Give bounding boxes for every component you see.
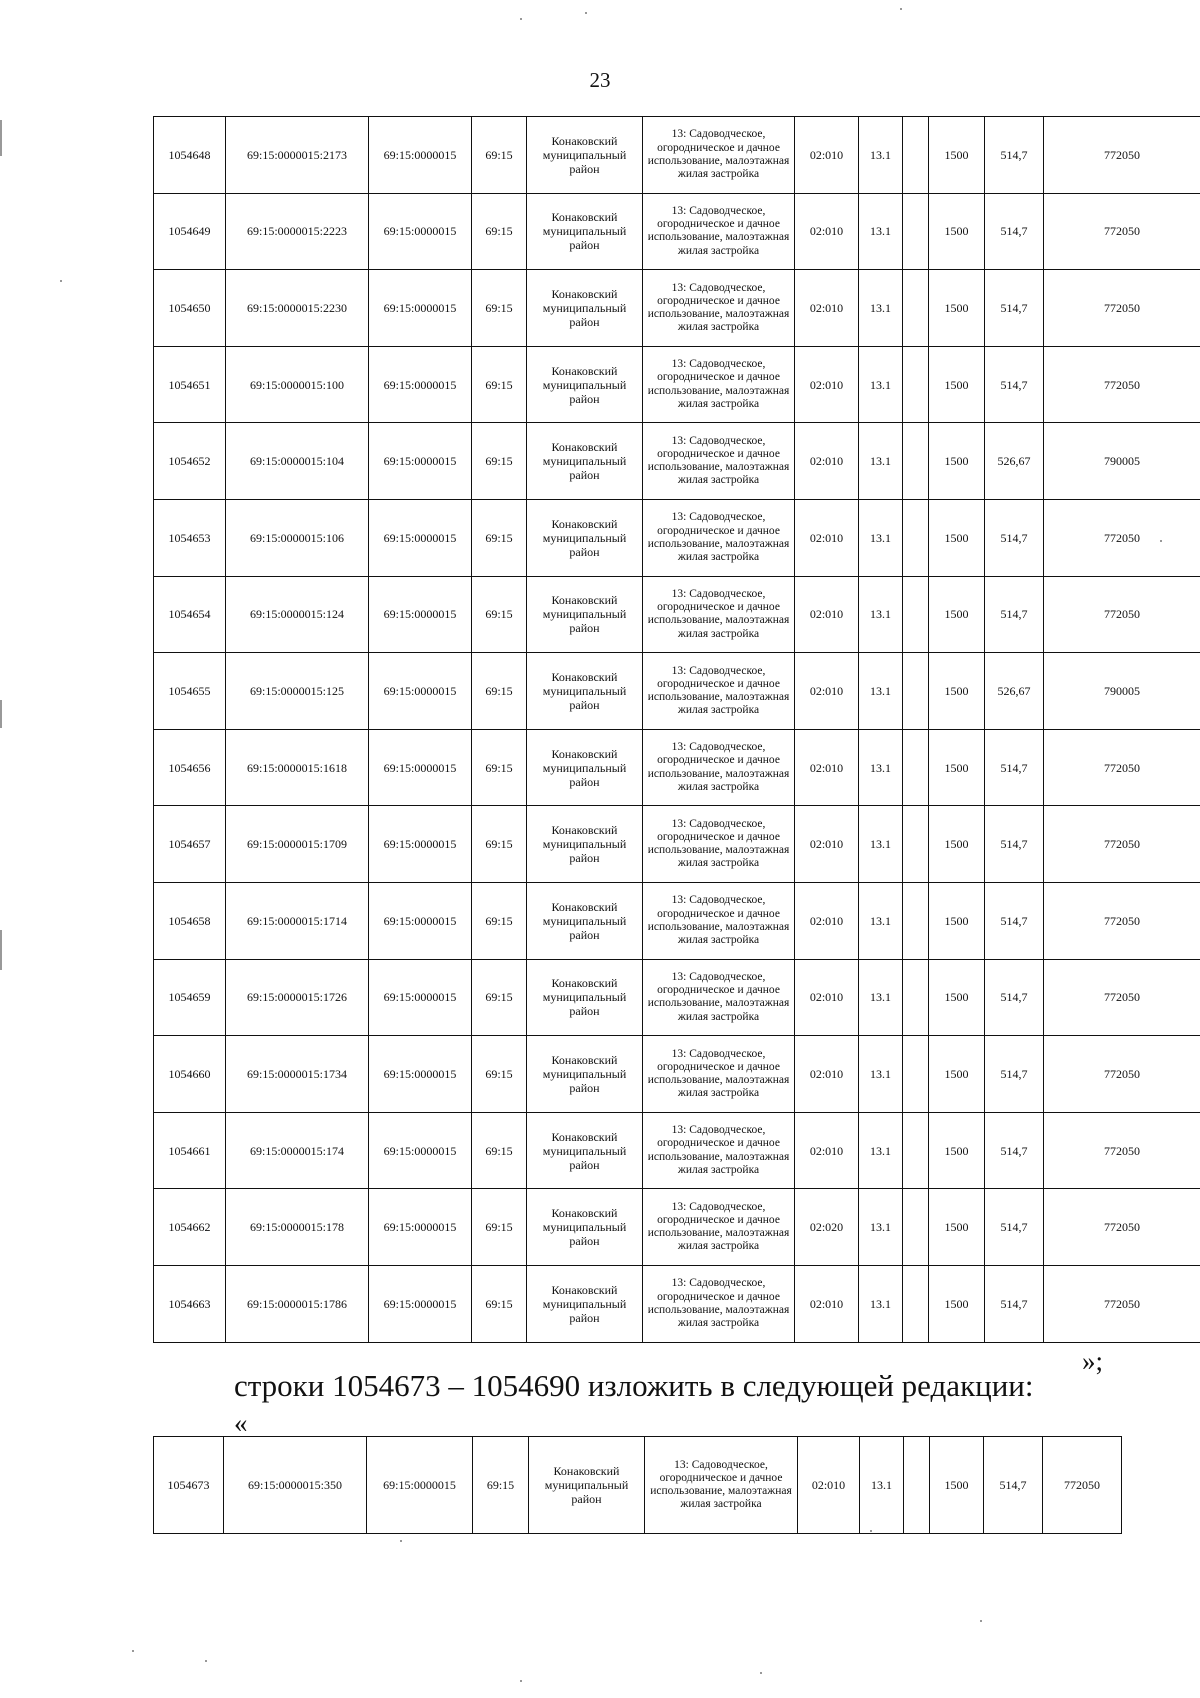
use-code-cell: 02:010 — [795, 423, 859, 500]
district-code-cell: 69:15 — [472, 576, 527, 653]
land-use-cell: 13: Садоводческое, огородническое и дачное использование, малоэтажная жилая застройка — [643, 1265, 795, 1342]
group-cell: 13.1 — [859, 499, 903, 576]
land-use-cell: 13: Садоводческое, огородническое и дачное использование, малоэтажная жилая застройка — [643, 1189, 795, 1266]
land-use-cell: 13: Садоводческое, огородническое и дачное использование, малоэтажная жилая застройка — [643, 193, 795, 270]
empty-cell — [903, 499, 929, 576]
district-name-cell: Конаковский муниципальный район — [527, 193, 643, 270]
scan-speck — [760, 1672, 762, 1674]
group-cell: 13.1 — [859, 959, 903, 1036]
district-name-cell: Конаковский муниципальный район — [527, 1112, 643, 1189]
area-cell: 1500 — [929, 882, 985, 959]
group-cell: 13.1 — [859, 729, 903, 806]
cadastral-value-cell: 772050 — [1044, 882, 1200, 959]
empty-cell — [904, 1437, 930, 1534]
scan-speck — [520, 1680, 522, 1682]
district-name-cell: Конаковский муниципальный район — [527, 270, 643, 347]
area-cell: 1500 — [929, 499, 985, 576]
cadastral-number-cell: 69:15:0000015:1786 — [226, 1265, 369, 1342]
use-code-cell: 02:020 — [795, 1189, 859, 1266]
specific-value-cell: 514,7 — [985, 1265, 1044, 1342]
district-code-cell: 69:15 — [472, 193, 527, 270]
cadastral-quarter-cell: 69:15:0000015 — [369, 499, 472, 576]
cadastral-quarter-cell: 69:15:0000015 — [369, 1189, 472, 1266]
cadastral-number-cell: 69:15:0000015:1618 — [226, 729, 369, 806]
use-code-cell: 02:010 — [795, 576, 859, 653]
scan-edge-mark — [0, 120, 2, 156]
opening-quote: « — [234, 1408, 248, 1438]
table-row — [154, 346, 1200, 423]
group-cell: 13.1 — [859, 117, 903, 194]
scan-speck — [520, 18, 522, 20]
row-number-cell: 1054652 — [154, 423, 226, 500]
specific-value-cell: 514,7 — [985, 1189, 1044, 1266]
cadastral-number-cell: 69:15:0000015:2230 — [226, 270, 369, 347]
district-code-cell: 69:15 — [472, 882, 527, 959]
empty-cell — [903, 1265, 929, 1342]
cadastral-value-cell: 772050 — [1044, 270, 1200, 347]
empty-cell — [903, 193, 929, 270]
specific-value-cell: 514,7 — [985, 576, 1044, 653]
land-plots-table-body — [154, 117, 1200, 1343]
group-cell: 13.1 — [859, 1189, 903, 1266]
area-cell: 1500 — [929, 1189, 985, 1266]
land-use-cell: 13: Садоводческое, огородническое и дачное использование, малоэтажная жилая застройка — [643, 1112, 795, 1189]
cadastral-quarter-cell: 69:15:0000015 — [369, 1112, 472, 1189]
land-use-cell: 13: Садоводческое, огородническое и дачное использование, малоэтажная жилая застройка — [643, 882, 795, 959]
row-number-cell: 1054658 — [154, 882, 226, 959]
use-code-cell: 02:010 — [795, 1265, 859, 1342]
group-cell: 13.1 — [859, 193, 903, 270]
group-cell: 13.1 — [859, 346, 903, 423]
cadastral-value-cell: 772050 — [1044, 1265, 1200, 1342]
cadastral-quarter-cell: 69:15:0000015 — [369, 653, 472, 730]
use-code-cell: 02:010 — [795, 117, 859, 194]
row-number-cell: 1054651 — [154, 346, 226, 423]
land-use-cell: 13: Садоводческое, огородническое и дачное использование, малоэтажная жилая застройка — [643, 499, 795, 576]
table-row — [154, 882, 1200, 959]
use-code-cell: 02:010 — [795, 729, 859, 806]
district-code-cell: 69:15 — [472, 346, 527, 423]
row-number-cell: 1054662 — [154, 1189, 226, 1266]
row-number-cell: 1054656 — [154, 729, 226, 806]
table-row — [154, 193, 1200, 270]
area-cell: 1500 — [929, 193, 985, 270]
scan-speck — [900, 8, 902, 10]
cadastral-quarter-cell: 69:15:0000015 — [369, 117, 472, 194]
scan-edge-mark — [0, 700, 2, 728]
specific-value-cell: 514,7 — [985, 1112, 1044, 1189]
cadastral-number-cell: 69:15:0000015:1709 — [226, 806, 369, 883]
empty-cell — [903, 882, 929, 959]
land-use-cell: 13: Садоводческое, огородническое и дачное использование, малоэтажная жилая застройка — [643, 806, 795, 883]
use-code-cell: 02:010 — [795, 499, 859, 576]
cadastral-value-cell: 772050 — [1044, 806, 1200, 883]
cadastral-value-cell: 772050 — [1044, 959, 1200, 1036]
scan-speck — [400, 1540, 402, 1542]
district-code-cell: 69:15 — [473, 1437, 529, 1534]
cadastral-value-cell: 772050 — [1044, 1189, 1200, 1266]
empty-cell — [903, 1112, 929, 1189]
group-cell: 13.1 — [859, 1112, 903, 1189]
use-code-cell: 02:010 — [795, 270, 859, 347]
empty-cell — [903, 1189, 929, 1266]
use-code-cell: 02:010 — [795, 1112, 859, 1189]
cadastral-value-cell: 772050 — [1044, 1112, 1200, 1189]
district-name-cell: Конаковский муниципальный район — [527, 1265, 643, 1342]
use-code-cell: 02:010 — [795, 959, 859, 1036]
table-row — [154, 423, 1200, 500]
closing-quote: »; — [1082, 1346, 1104, 1376]
specific-value-cell: 514,7 — [985, 959, 1044, 1036]
table-row — [154, 653, 1200, 730]
row-number-cell: 1054673 — [154, 1437, 224, 1534]
district-name-cell: Конаковский муниципальный район — [527, 653, 643, 730]
area-cell: 1500 — [929, 806, 985, 883]
district-code-cell: 69:15 — [472, 729, 527, 806]
land-use-cell: 13: Садоводческое, огородническое и дачное использование, малоэтажная жилая застройка — [643, 653, 795, 730]
empty-cell — [903, 117, 929, 194]
specific-value-cell: 514,7 — [985, 1036, 1044, 1113]
area-cell: 1500 — [929, 117, 985, 194]
cadastral-quarter-cell: 69:15:0000015 — [367, 1437, 473, 1534]
cadastral-quarter-cell: 69:15:0000015 — [369, 806, 472, 883]
group-cell: 13.1 — [859, 423, 903, 500]
specific-value-cell: 514,7 — [985, 806, 1044, 883]
row-number-cell: 1054655 — [154, 653, 226, 730]
specific-value-cell: 514,7 — [985, 499, 1044, 576]
cadastral-quarter-cell: 69:15:0000015 — [369, 270, 472, 347]
district-code-cell: 69:15 — [472, 499, 527, 576]
specific-value-cell: 514,7 — [984, 1437, 1043, 1534]
district-name-cell: Конаковский муниципальный район — [527, 117, 643, 194]
group-cell: 13.1 — [859, 882, 903, 959]
cadastral-number-cell: 69:15:0000015:125 — [226, 653, 369, 730]
scan-edge-mark — [0, 930, 2, 970]
cadastral-quarter-cell: 69:15:0000015 — [369, 959, 472, 1036]
area-cell: 1500 — [929, 270, 985, 347]
table-row — [154, 576, 1200, 653]
cadastral-quarter-cell: 69:15:0000015 — [369, 1036, 472, 1113]
use-code-cell: 02:010 — [798, 1437, 860, 1534]
cadastral-number-cell: 69:15:0000015:178 — [226, 1189, 369, 1266]
area-cell: 1500 — [929, 576, 985, 653]
district-name-cell: Конаковский муниципальный район — [527, 882, 643, 959]
cadastral-quarter-cell: 69:15:0000015 — [369, 346, 472, 423]
district-name-cell: Конаковский муниципальный район — [527, 729, 643, 806]
district-name-cell: Конаковский муниципальный район — [527, 423, 643, 500]
cadastral-value-cell: 772050 — [1044, 729, 1200, 806]
table-row — [154, 1112, 1200, 1189]
cadastral-number-cell: 69:15:0000015:1726 — [226, 959, 369, 1036]
cadastral-number-cell: 69:15:0000015:350 — [224, 1437, 367, 1534]
district-name-cell: Конаковский муниципальный район — [527, 1036, 643, 1113]
district-code-cell: 69:15 — [472, 1112, 527, 1189]
cadastral-number-cell: 69:15:0000015:2173 — [226, 117, 369, 194]
area-cell: 1500 — [929, 423, 985, 500]
cadastral-quarter-cell: 69:15:0000015 — [369, 1265, 472, 1342]
district-name-cell: Конаковский муниципальный район — [527, 499, 643, 576]
group-cell: 13.1 — [859, 270, 903, 347]
group-cell: 13.1 — [859, 653, 903, 730]
district-name-cell: Конаковский муниципальный район — [527, 346, 643, 423]
scan-speck — [132, 1650, 134, 1652]
table-row — [154, 270, 1200, 347]
cadastral-number-cell: 69:15:0000015:1714 — [226, 882, 369, 959]
scan-speck — [60, 280, 62, 282]
cadastral-quarter-cell: 69:15:0000015 — [369, 882, 472, 959]
land-use-cell: 13: Садоводческое, огородническое и дачное использование, малоэтажная жилая застройка — [643, 959, 795, 1036]
amendment-instruction: строки 1054673 – 1054690 изложить в следующей редакции: — [234, 1368, 1034, 1403]
cadastral-number-cell: 69:15:0000015:100 — [226, 346, 369, 423]
scan-speck — [1160, 540, 1162, 542]
land-use-cell: 13: Садоводческое, огородническое и дачное использование, малоэтажная жилая застройка — [643, 1036, 795, 1113]
empty-cell — [903, 806, 929, 883]
scan-speck — [980, 1620, 982, 1622]
cadastral-quarter-cell: 69:15:0000015 — [369, 423, 472, 500]
group-cell: 13.1 — [860, 1437, 904, 1534]
land-use-cell: 13: Садоводческое, огородническое и дачное использование, малоэтажная жилая застройка — [643, 423, 795, 500]
district-code-cell: 69:15 — [472, 806, 527, 883]
district-name-cell: Конаковский муниципальный район — [527, 576, 643, 653]
area-cell: 1500 — [929, 1265, 985, 1342]
group-cell: 13.1 — [859, 576, 903, 653]
specific-value-cell: 514,7 — [985, 346, 1044, 423]
group-cell: 13.1 — [859, 1036, 903, 1113]
specific-value-cell: 514,7 — [985, 729, 1044, 806]
table-row — [154, 806, 1200, 883]
use-code-cell: 02:010 — [795, 882, 859, 959]
cadastral-quarter-cell: 69:15:0000015 — [369, 576, 472, 653]
district-code-cell: 69:15 — [472, 959, 527, 1036]
district-code-cell: 69:15 — [472, 653, 527, 730]
area-cell: 1500 — [929, 729, 985, 806]
row-number-cell: 1054659 — [154, 959, 226, 1036]
land-plots-table — [153, 116, 1200, 1343]
empty-cell — [903, 653, 929, 730]
group-cell: 13.1 — [859, 806, 903, 883]
use-code-cell: 02:010 — [795, 193, 859, 270]
table-row — [154, 117, 1200, 194]
row-number-cell: 1054660 — [154, 1036, 226, 1113]
district-code-cell: 69:15 — [472, 1265, 527, 1342]
area-cell: 1500 — [929, 959, 985, 1036]
empty-cell — [903, 423, 929, 500]
empty-cell — [903, 346, 929, 423]
cadastral-number-cell: 69:15:0000015:1734 — [226, 1036, 369, 1113]
district-code-cell: 69:15 — [472, 423, 527, 500]
cadastral-value-cell: 772050 — [1044, 576, 1200, 653]
empty-cell — [903, 729, 929, 806]
district-name-cell: Конаковский муниципальный район — [529, 1437, 645, 1534]
scan-speck — [870, 1530, 872, 1532]
specific-value-cell: 526,67 — [985, 423, 1044, 500]
district-code-cell: 69:15 — [472, 1036, 527, 1113]
table-row — [154, 1189, 1200, 1266]
row-number-cell: 1054661 — [154, 1112, 226, 1189]
amended-rows-table-body — [154, 1437, 1122, 1534]
area-cell: 1500 — [929, 1036, 985, 1113]
table-row — [154, 499, 1200, 576]
empty-cell — [903, 959, 929, 1036]
cadastral-quarter-cell: 69:15:0000015 — [369, 193, 472, 270]
land-use-cell: 13: Садоводческое, огородническое и дачное использование, малоэтажная жилая застройка — [645, 1437, 798, 1534]
land-use-cell: 13: Садоводческое, огородническое и дачное использование, малоэтажная жилая застройка — [643, 729, 795, 806]
area-cell: 1500 — [930, 1437, 984, 1534]
area-cell: 1500 — [929, 1112, 985, 1189]
specific-value-cell: 514,7 — [985, 270, 1044, 347]
cadastral-value-cell: 772050 — [1044, 499, 1200, 576]
use-code-cell: 02:010 — [795, 653, 859, 730]
cadastral-value-cell: 772050 — [1043, 1437, 1122, 1534]
use-code-cell: 02:010 — [795, 806, 859, 883]
cadastral-value-cell: 772050 — [1044, 193, 1200, 270]
row-number-cell: 1054657 — [154, 806, 226, 883]
cadastral-value-cell: 790005 — [1044, 423, 1200, 500]
area-cell: 1500 — [929, 653, 985, 730]
table-row — [154, 959, 1200, 1036]
cadastral-number-cell: 69:15:0000015:104 — [226, 423, 369, 500]
empty-cell — [903, 270, 929, 347]
cadastral-quarter-cell: 69:15:0000015 — [369, 729, 472, 806]
row-number-cell: 1054649 — [154, 193, 226, 270]
district-name-cell: Конаковский муниципальный район — [527, 1189, 643, 1266]
land-use-cell: 13: Садоводческое, огородническое и дачное использование, малоэтажная жилая застройка — [643, 270, 795, 347]
cadastral-number-cell: 69:15:0000015:106 — [226, 499, 369, 576]
use-code-cell: 02:010 — [795, 346, 859, 423]
page-number: 23 — [589, 68, 611, 92]
specific-value-cell: 514,7 — [985, 882, 1044, 959]
land-use-cell: 13: Садоводческое, огородническое и дачное использование, малоэтажная жилая застройка — [643, 346, 795, 423]
specific-value-cell: 514,7 — [985, 117, 1044, 194]
cadastral-value-cell: 772050 — [1044, 346, 1200, 423]
empty-cell — [903, 576, 929, 653]
specific-value-cell: 526,67 — [985, 653, 1044, 730]
cadastral-value-cell: 790005 — [1044, 653, 1200, 730]
cadastral-value-cell: 772050 — [1044, 117, 1200, 194]
area-cell: 1500 — [929, 346, 985, 423]
cadastral-value-cell: 772050 — [1044, 1036, 1200, 1113]
row-number-cell: 1054663 — [154, 1265, 226, 1342]
district-code-cell: 69:15 — [472, 117, 527, 194]
table-row — [154, 1265, 1200, 1342]
cadastral-number-cell: 69:15:0000015:2223 — [226, 193, 369, 270]
table-row — [154, 1437, 1122, 1534]
row-number-cell: 1054653 — [154, 499, 226, 576]
amended-rows-table — [153, 1436, 1122, 1534]
district-code-cell: 69:15 — [472, 270, 527, 347]
scan-speck — [585, 12, 587, 14]
use-code-cell: 02:010 — [795, 1036, 859, 1113]
specific-value-cell: 514,7 — [985, 193, 1044, 270]
table-row — [154, 1036, 1200, 1113]
group-cell: 13.1 — [859, 1265, 903, 1342]
row-number-cell: 1054654 — [154, 576, 226, 653]
district-name-cell: Конаковский муниципальный район — [527, 806, 643, 883]
district-name-cell: Конаковский муниципальный район — [527, 959, 643, 1036]
empty-cell — [903, 1036, 929, 1113]
district-code-cell: 69:15 — [472, 1189, 527, 1266]
land-use-cell: 13: Садоводческое, огородническое и дачное использование, малоэтажная жилая застройка — [643, 117, 795, 194]
land-use-cell: 13: Садоводческое, огородническое и дачное использование, малоэтажная жилая застройка — [643, 576, 795, 653]
table-row — [154, 729, 1200, 806]
cadastral-number-cell: 69:15:0000015:124 — [226, 576, 369, 653]
row-number-cell: 1054650 — [154, 270, 226, 347]
scan-speck — [205, 1660, 207, 1662]
row-number-cell: 1054648 — [154, 117, 226, 194]
cadastral-number-cell: 69:15:0000015:174 — [226, 1112, 369, 1189]
